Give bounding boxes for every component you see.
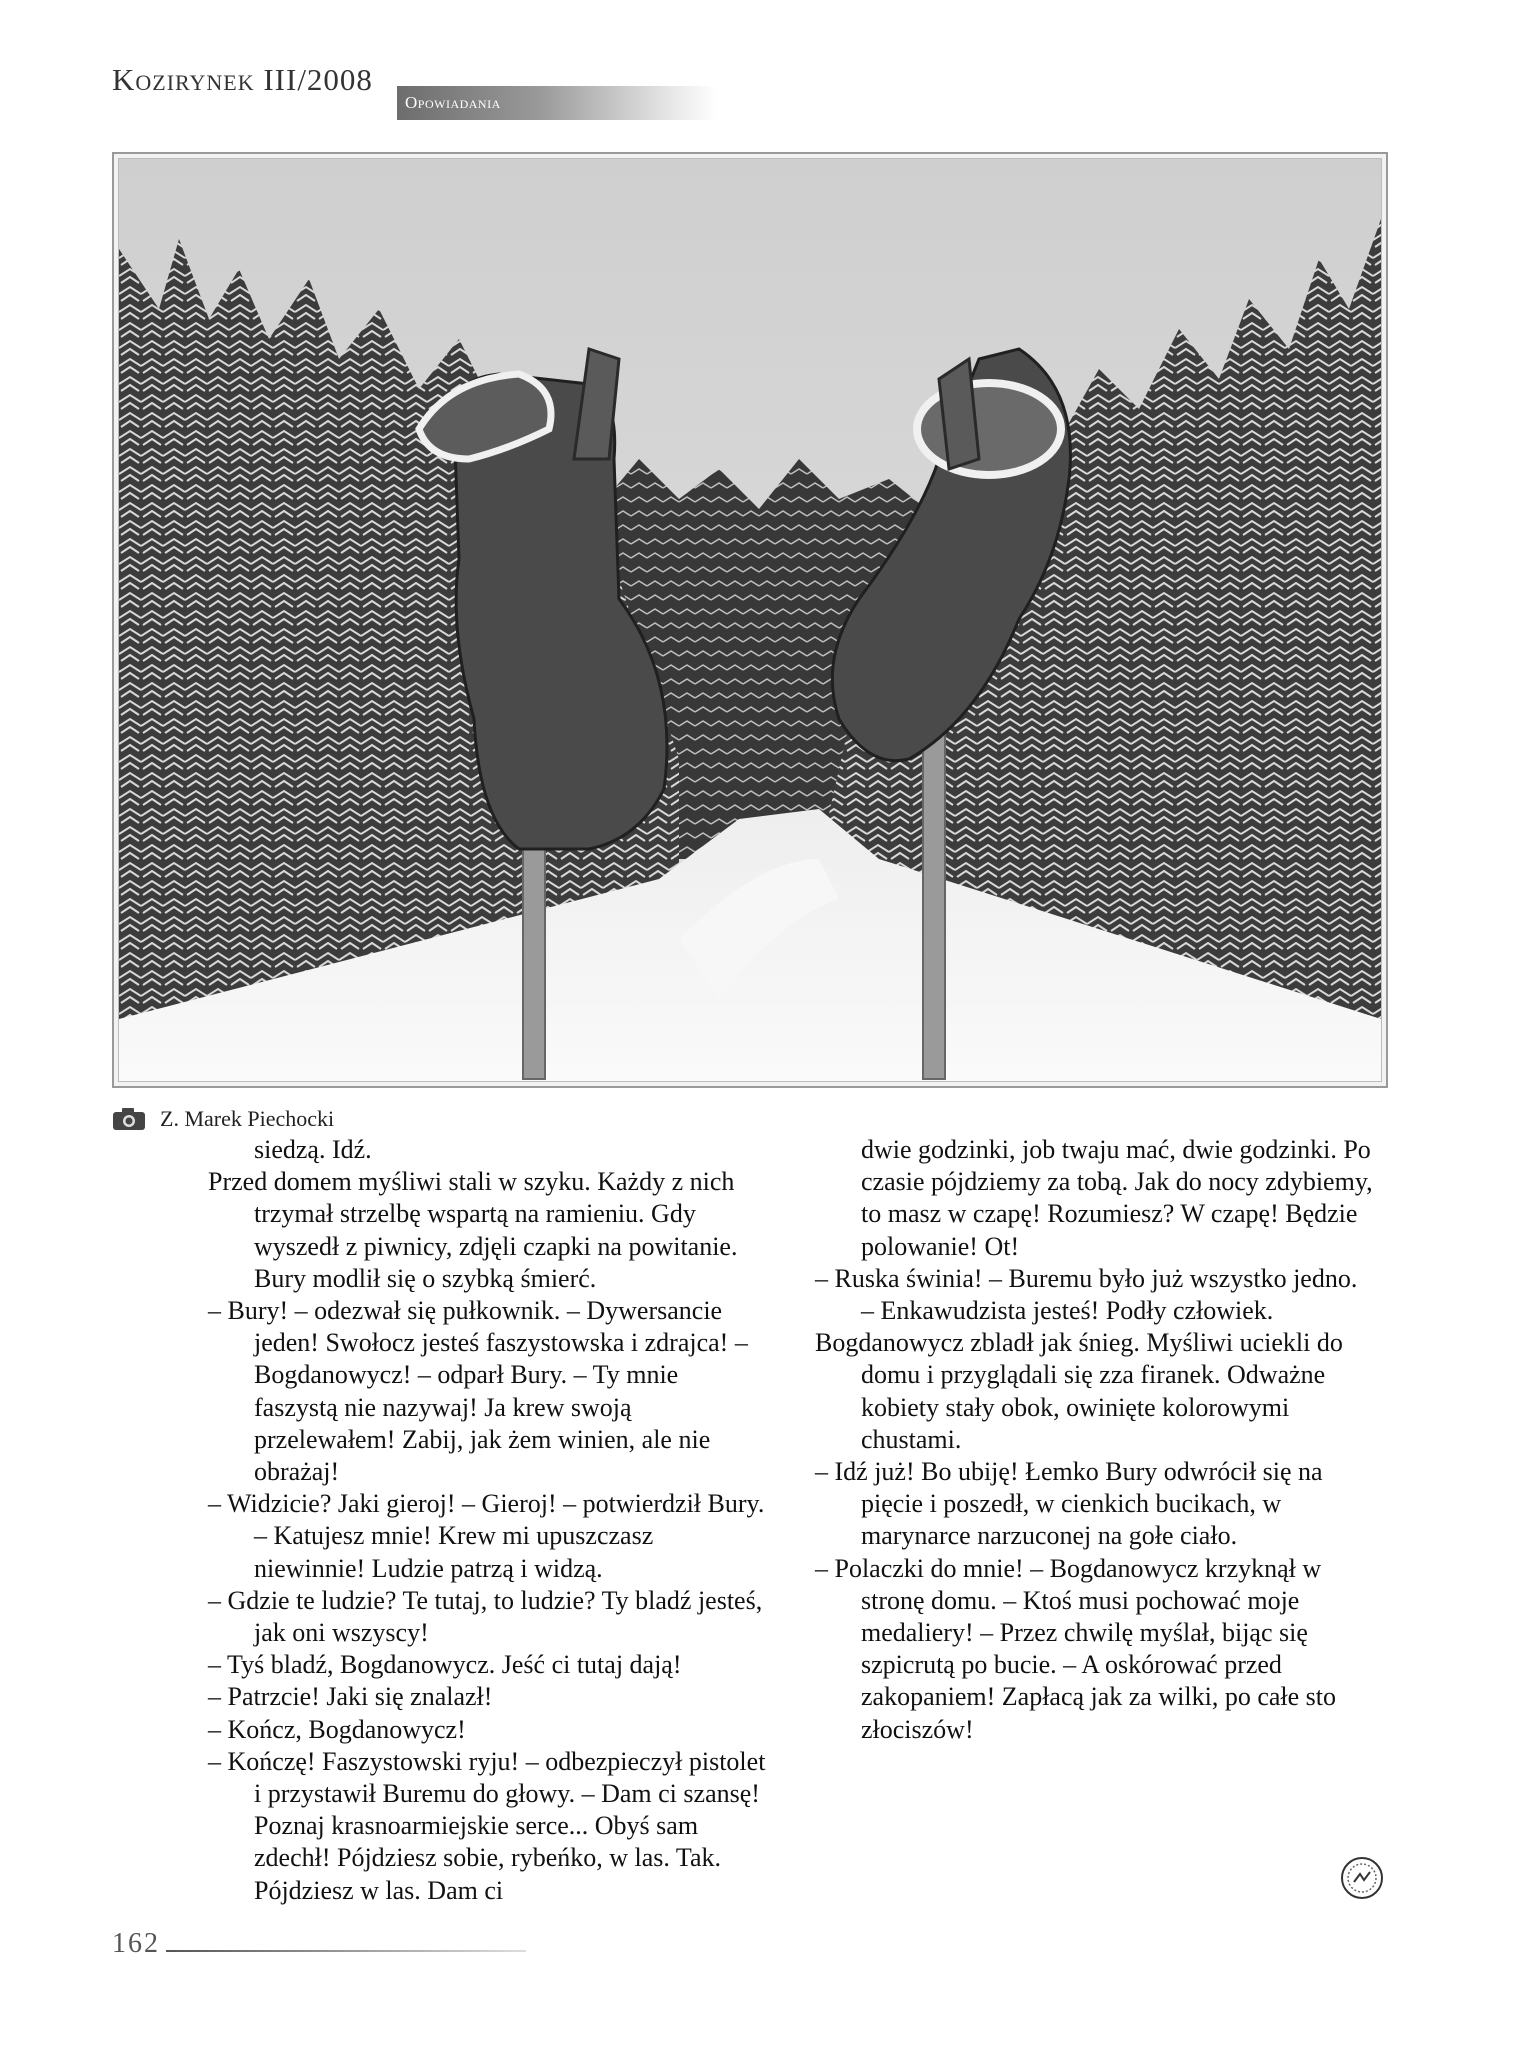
text-column-left — [208, 1134, 768, 1907]
paragraph: – Tyś bladź, Bogdanowycz. Jeść ci tutaj dają! — [208, 1650, 682, 1680]
page-number: 162 — [112, 1928, 160, 1959]
paragraph: dwie godzinki, job twaju mać, dwie godzinki. Po czasie pójdziemy za tobą. Jak do nocy zdybiemy, to masz w czapę! Rozumiesz? W czapę! Będzie polowanie! Ot! — [861, 1135, 1373, 1261]
winter-photo — [118, 158, 1382, 1082]
paragraph: – Polaczki do mnie! – Bogdanowycz krzyknął w stronę domu. – Ktoś musi pochować moje medaliery! – Przez chwilę myślał, bijąc się szpicrutą po bucie. – A oskórować przed zakopaniem! Zapłacą jak za wilki, po całe sto złociszów! — [815, 1553, 1337, 1744]
paragraph: – Bury! – odezwał się pułkownik. – Dywersancie jeden! Swołocz jesteś faszystowska i zdrajca! – Bogdanowycz! – odparł Bury. – Ty mnie faszystą nie nazywaj! Ja krew swoją przelewałem! Zabij, jak żem winien, ale nie obrażaj! — [208, 1296, 748, 1487]
winter-mittens-photo — [119, 159, 1381, 1081]
paragraph: – Idź już! Bo ubiję! Łemko Bury odwrócił się na pięcie i poszedł, w cienkich bucikach, w marynarce narzuconej na gołe ciało. — [815, 1457, 1323, 1551]
paragraph: siedzą. Idź. — [254, 1135, 372, 1164]
paragraph: – Ruska świnia! – Buremu było już wszystko jedno. – Enkawudzista jesteś! Podły człowiek. — [815, 1263, 1358, 1326]
paragraph: – Patrzcie! Jaki się znalazł! — [208, 1682, 493, 1712]
paragraph: Bogdanowycz zbladł jak śnieg. Myśliwi uciekli do domu i przyglądali się zza firanek. Odważne kobiety stały obok, owinięte kolorowymi chustami. — [815, 1328, 1343, 1454]
paragraph: – Kończę! Faszystowski ryju! – odbezpieczył pistolet i przystawił Buremu do głowy. – Dam ci szansę! Poznaj krasnoarmiejskie serce... Obyś sam zdechł! Pójdziesz sobie, rybeńko, w las. Tak. Pójdziesz w las. Dam ci — [208, 1746, 766, 1905]
footer-rule — [166, 1950, 526, 1952]
paragraph: – Gdzie te ludzie? Te tutaj, to ludzie? Ty bladź jesteś, jak oni wszyscy! — [208, 1585, 763, 1648]
section-banner — [397, 86, 717, 120]
camera-icon — [112, 1107, 146, 1131]
section-label: Opowiadania — [405, 93, 501, 112]
masthead — [112, 62, 373, 98]
page-footer — [112, 1928, 526, 1960]
end-mark-emblem-icon — [1340, 1856, 1384, 1900]
photo-credit — [112, 1106, 334, 1132]
paragraph: Przed domem myśliwi stali w szyku. Każdy z nich trzymał strzelbę wspartą na ramieniu. Gdy wyszedł z piwnicy, zdjęli czapki na powitanie. Bury modlił się o szybką śmierć. — [208, 1167, 738, 1293]
text-column-right — [815, 1134, 1375, 1746]
paragraph: – Widzicie? Jaki gieroj! – Gieroj! – potwierdził Bury. – Katujesz mnie! Krew mi upuszczasz niewinnie! Ludzie patrzą i widzą. — [208, 1489, 765, 1583]
photo-frame — [112, 152, 1388, 1088]
magazine-title: Kozirynek III/2008 — [112, 62, 373, 97]
photo-credit-name: Z. Marek Piechocki — [160, 1106, 335, 1131]
paragraph: – Kończ, Bogdanowycz! — [208, 1714, 466, 1744]
